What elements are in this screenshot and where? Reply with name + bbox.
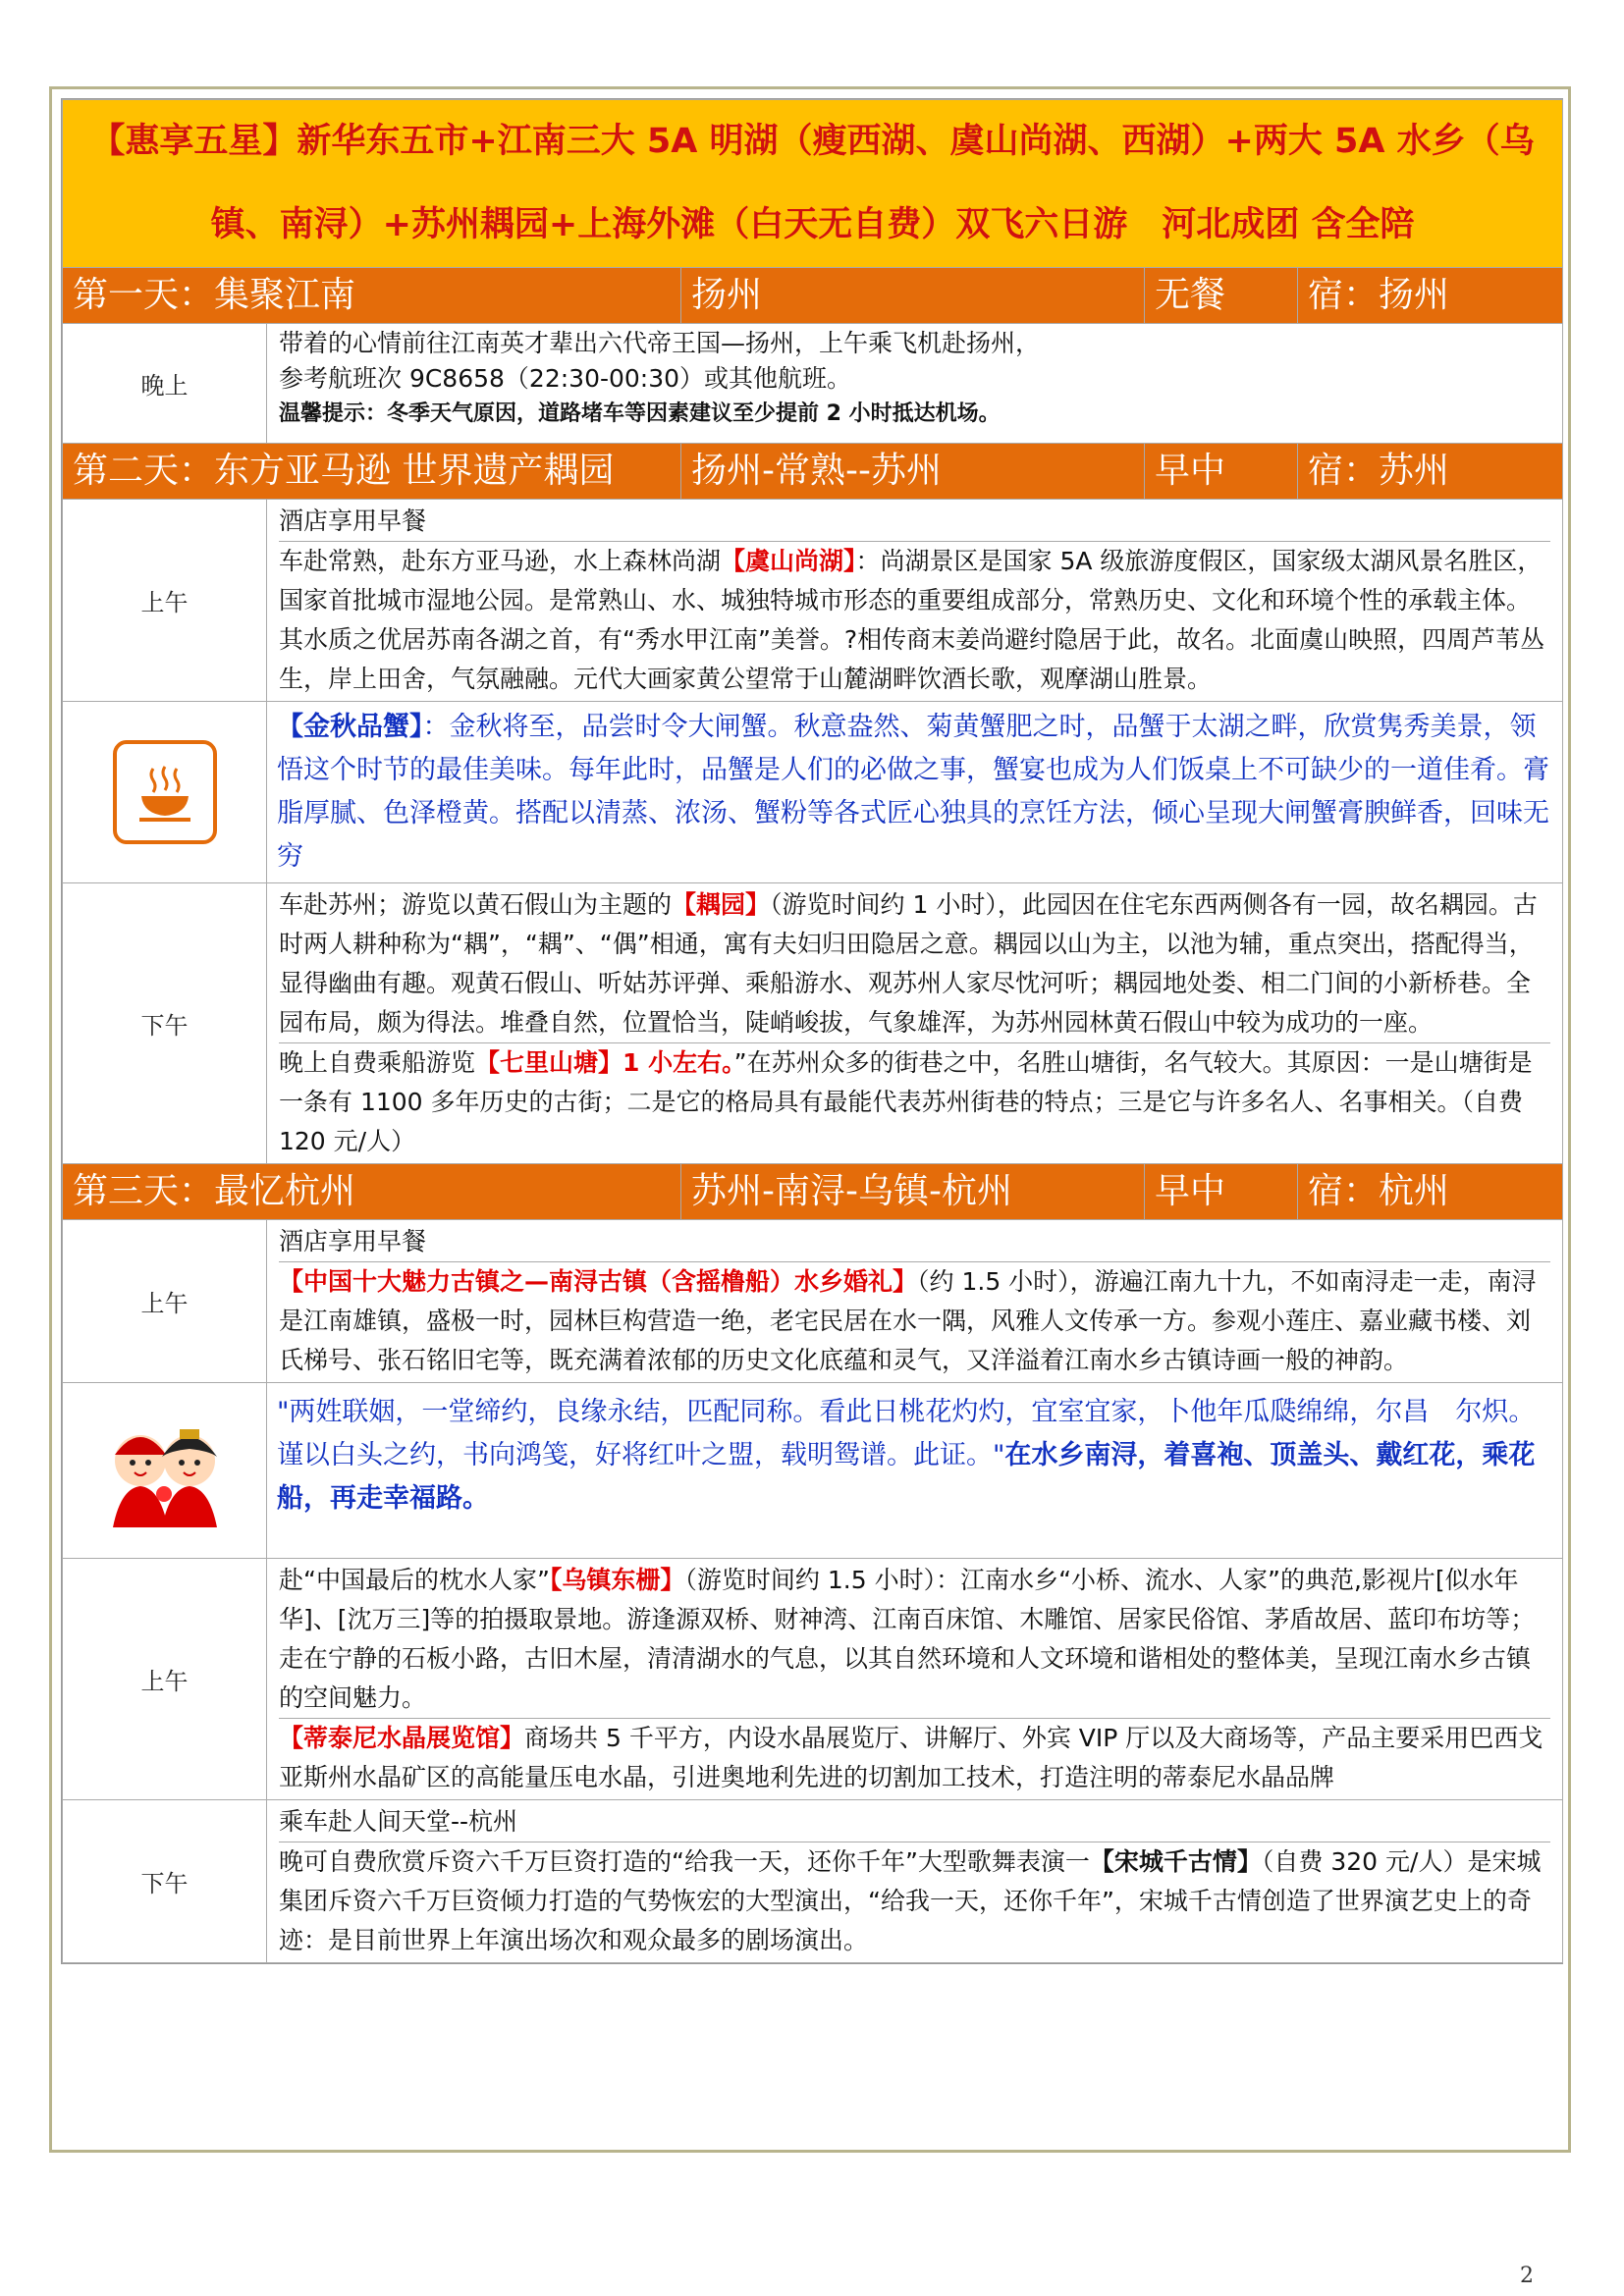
time-label: 下午	[63, 883, 267, 1164]
tour-title: 【惠享五星】新华东五市+江南三大 5A 明湖（瘦西湖、虞山尚湖、西湖）+两大 5A 水乡（乌镇、南浔）+苏州耦园+上海外滩（白天无自费）双飞六日游 河北成团 含全陪	[63, 100, 1563, 268]
day-name: 第二天：东方亚马逊 世界遗产耦园	[63, 444, 681, 500]
text-span: （自费 320 元/人）是宋城集团斥资六千万巨资倾力打造的气势恢宏的大型演出，“给我一天，还你千年”，宋城千古情创造了世界演艺史上的奇迹：是目前世界上年演出场次和观众最多的剧场演出。	[279, 1847, 1542, 1954]
day-header-2	[63, 444, 1563, 500]
time-label: 晚上	[63, 324, 267, 444]
day3-morning	[267, 1220, 1563, 1383]
day-stay: 宿：杭州	[1298, 1164, 1563, 1220]
day-header-1	[63, 268, 1563, 324]
attraction-name: 【七里山塘】1 小左右。	[475, 1048, 734, 1077]
day2-afternoon	[267, 883, 1563, 1164]
text-span: 晚上自费乘船游览	[279, 1048, 476, 1077]
wuzhen-paragraph	[279, 1561, 1550, 1718]
attraction-name: 【虞山尚湖】	[721, 547, 856, 575]
itinerary-table	[62, 99, 1563, 1963]
wedding-illustration-cell	[63, 1383, 267, 1559]
day-route: 扬州-常熟--苏州	[681, 444, 1145, 500]
attraction-name: 【宋城千古情】	[1089, 1847, 1262, 1876]
hot-bowl-icon	[113, 740, 217, 844]
wedding-highlight: 在水乡南浔，着喜袍、顶盖头、戴红花，乘花船，再走幸福路。	[277, 1440, 1536, 1514]
nanxun-paragraph	[279, 1261, 1550, 1380]
day3-afternoon	[267, 1800, 1563, 1963]
crystal-paragraph	[279, 1718, 1550, 1797]
attraction-name: 【中国十大魅力古镇之—南浔古镇（含摇橹船）水乡婚礼】	[279, 1267, 918, 1296]
time-label: 上午	[63, 1559, 267, 1800]
text-line: 带着的心情前往江南英才辈出六代帝王国—扬州，上午乘飞机赴扬州，	[279, 329, 1041, 357]
text-span: ：金秋将至，品尝时令大闸蟹。秋意盎然、菊黄蟹肥之时，品蟹于太湖之畔，欣赏隽秀美景，领悟这个时节的最佳美味。每年此时，品蟹是人们的必做之事，蟹宴也成为人们饭桌上不可缺少的一道佳肴。膏脂厚腻、色泽橙黄。搭配以清蒸、浓汤、蟹粉等各式匠心独具的烹饪方法，倾心呈现大闸蟹膏腴鲜香，回味无穷	[277, 712, 1549, 872]
itinerary-table-wrapper	[61, 98, 1563, 1964]
time-label: 上午	[63, 500, 267, 702]
shanghu-paragraph	[279, 541, 1550, 699]
transfer-text: 乘车赴人间天堂--杭州	[279, 1807, 518, 1836]
songcheng-paragraph	[279, 1842, 1550, 1960]
text-span: （游览时间约 1 小时），此园因在住宅东西两侧各有一园，故名耦园。古时两人耕种称为“耦”，“耦”、“偶”相通，寓有夫妇归田隐居之意。耦园以山为主，以池为辅，重点突出，搭配得当，显得幽曲有趣。观黄石假山、听姑苏评弹、乘船游水、观苏州人家尽忱河听；耦园地处娄、相二门间的小新桥巷。全园布局，颇为得法。堆叠自然，位置恰当，陡峭峻拔，气象雄浑，为苏州园林黄石假山中较为成功的一座。	[279, 890, 1538, 1037]
day-meals: 早中	[1145, 1164, 1298, 1220]
text-span: 商场共 5 千平方，内设水晶展览厅、讲解厅、外宾 VIP 厅以及大商场等，产品主要采用巴西戈亚斯州水晶矿区的高能量压电水晶，引进奥地利先进的切割加工技术，打造注明的蒂泰尼水晶品牌	[279, 1724, 1543, 1791]
breakfast-text: 酒店享用早餐	[279, 1227, 427, 1255]
ouyuan-paragraph	[279, 885, 1550, 1042]
attraction-name: 【乌镇东栅】	[549, 1566, 685, 1594]
warm-tip: 温馨提示：冬季天气原因，道路堵车等因素建议至少提前 2 小时抵达机场。	[279, 401, 1001, 426]
page-number: 2	[1520, 2264, 1534, 2288]
day2-morning	[267, 500, 1563, 702]
spacer	[277, 1521, 1552, 1554]
day1-content	[267, 324, 1563, 444]
text-span: ”在苏州众多的街巷之中，名胜山塘街，名气较大。其原因：一是山塘街是一条有 1100 多年历史的古街；二是它的格局具有最能代表苏州街巷的特点；三是它与许多名人、名事相关。（自费 120 元/人）	[279, 1048, 1533, 1155]
text-span: 晚可自费欣赏斥资六千万巨资打造的“给我一天，还你千年”大型歌舞表演一	[279, 1847, 1090, 1876]
shantang-paragraph	[279, 1042, 1550, 1161]
feature-title: 【金秋品蟹】	[277, 712, 423, 742]
day3-wuzhen	[267, 1559, 1563, 1800]
wedding-feature	[267, 1383, 1563, 1559]
day-meals: 早中	[1145, 444, 1298, 500]
day-header-3	[63, 1164, 1563, 1220]
time-label: 上午	[63, 1220, 267, 1383]
crab-feature	[267, 702, 1563, 883]
text-span: 车赴苏州；游览以黄石假山为主题的	[279, 890, 673, 919]
day-meals: 无餐	[1145, 268, 1298, 324]
day-stay: 宿：苏州	[1298, 444, 1563, 500]
day-name: 第三天：最忆杭州	[63, 1164, 681, 1220]
text-span: 车赴常熟，赴东方亚马逊，水上森林尚湖	[279, 547, 722, 575]
text-span: 赴“中国最后的枕水人家”	[279, 1566, 550, 1594]
day-route: 扬州	[681, 268, 1145, 324]
text-line: 参考航班次 9C8658（22:30-00:30）或其他航班。	[279, 364, 852, 393]
day-route: 苏州-南浔-乌镇-杭州	[681, 1164, 1145, 1220]
text-span: "两姓联姻，一堂缔约，良缘永结，匹配同称。看此日桃花灼灼，宜室宜家，卜他年瓜瓞绵绵，尔昌 尔炽。谨以白头之约，书向鸿笺，好将红叶之盟，载明鸳谱。此证。"	[277, 1397, 1536, 1470]
breakfast-text: 酒店享用早餐	[279, 507, 427, 535]
meal-icon-cell	[63, 702, 267, 883]
wedding-couple-icon	[101, 1412, 229, 1529]
text-span: （游览时间约 1.5 小时）：江南水乡“小桥、流水、人家”的典范,影视片[似水年华]、[沈万三]等的拍摄取景地。游逢源双桥、财神湾、江南百床馆、木雕馆、居家民俗馆、茅盾故居、蓝印布坊等；走在宁静的石板小路，古旧木屋，清清湖水的气息，以其自然环境和人文环境和谐相处的整体美，呈现江南水乡古镇的空间魅力。	[279, 1566, 1536, 1712]
time-label: 下午	[63, 1800, 267, 1963]
attraction-name: 【耦园】	[672, 890, 771, 919]
text-span: ：尚湖景区是国家 5A 级旅游度假区，国家级太湖风景名胜区，国家首批城市湿地公园。是常熟山、水、城独特城市形态的重要组成部分，常熟历史、文化和环境个性的承载主体。其水质之优居苏南各湖之首，有“秀水甲江南”美誉。?相传商末姜尚避纣隐居于此，故名。北面虞山映照，四周芦苇丛生，岸上田舍，气氛融融。元代大画家黄公望常于山麓湖畔饮酒长歌，观摩湖山胜景。	[279, 547, 1545, 693]
day-stay: 宿：扬州	[1298, 268, 1563, 324]
attraction-name: 【蒂泰尼水晶展览馆】	[279, 1724, 525, 1752]
day-name: 第一天：集聚江南	[63, 268, 681, 324]
text-span: （约 1.5 小时），游遍江南九十九，不如南浔走一走，南浔是江南雄镇，盛极一时，园林巨构营造一绝，老宅民居在水一隅，风雅人文传承一方。参观小莲庄、嘉业藏书楼、刘氏梯号、张石铭旧宅等，既充满着浓郁的历史文化底蕴和灵气，又洋溢着江南水乡古镇诗画一般的神韵。	[279, 1267, 1537, 1374]
